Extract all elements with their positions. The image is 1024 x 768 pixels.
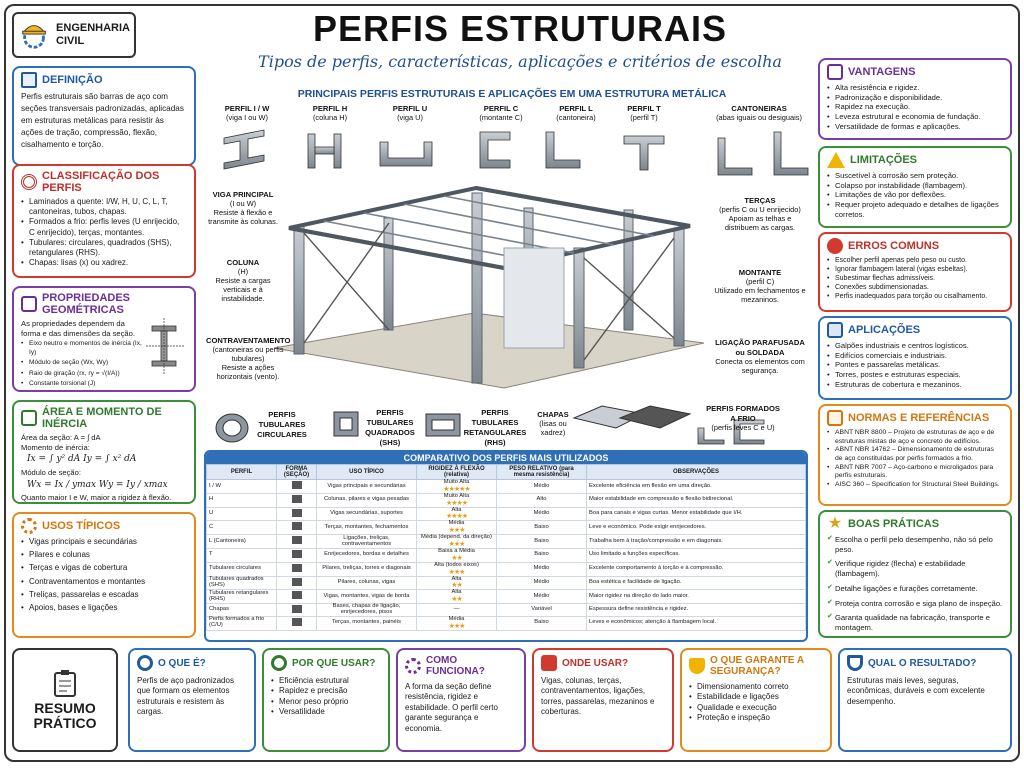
label-perfil-t: PERFIL T (perfil T) [627,104,661,122]
col-header: PESO RELATIVO (para mesma resistência) [497,465,587,480]
cell-forma [277,604,317,617]
boas-item: ✔ Garanta qualidade na fabricação, transporte e montagem. [827,613,1003,632]
rigidez-label: Média [448,520,465,527]
shield-icon [689,658,705,674]
cell-uso: Vigas secundárias, suportes [317,507,417,521]
cell-rig [417,548,497,562]
aplicacoes-title: APLICAÇÕES [848,324,921,336]
cell-obs: Maior rigidez na direção do lado maior. [587,590,806,604]
tubular-rect-icon [426,414,460,436]
label-montante: MONTANTE (perfil C) Utilizado em fechamentos e mezaninos. [714,268,806,304]
cell-perfil: Tubulares circulares [207,562,277,576]
rigidez-label: Baixa a Média [438,547,475,554]
gear-icon [405,658,421,674]
cell-uso: Terças, montantes, painéis [317,616,417,630]
cell-uso: Enrijecedores, bordas e detalhes [317,548,417,562]
q6-title: QUAL O RESULTADO? [868,657,977,669]
q5-item: • Dimensionamento correto [689,682,823,692]
propriedades-item: • Raio de giração (rx, ry = √(I/A)) [21,370,146,378]
cell-uso: Pilares, treliças, torres e diagonais [317,562,417,576]
cell-obs: Espessura define resistência e rigidez. [587,604,806,617]
propriedades-item: • Eixo neutro e momentos de inércia (Ix, Iy) [21,340,146,357]
definicao-title: DEFINIÇÃO [42,74,103,86]
resumo-pratico [12,648,118,752]
cell-rig [417,590,497,604]
cell-perfil: I / W [207,480,277,494]
area-inertia-label: Momento de inércia: [21,442,90,452]
cell-uso: Pilares, colunas, vigas [317,576,417,590]
warning-icon [827,152,845,168]
usos-item: • Terças e vigas de cobertura [21,563,187,573]
cantoneiras-icon [718,132,808,175]
rigidez-stars: ★★★ [448,540,465,548]
label-tubulares-retangulares: PERFIS TUBULARES RETANGULARES (RHS) [463,408,527,447]
cell-peso: Variável [497,604,587,617]
cell-rig [417,521,497,535]
limitacoes-item: • Requer projeto adequado e detalhes de ligações corretos. [827,200,1003,219]
cell-perfil: C [207,521,277,535]
cell-perfil: Tubulares retangulares (RHS) [207,590,277,604]
checkbox-icon [827,64,843,80]
error-x-icon [827,238,843,254]
document-icon [827,410,843,426]
table-row [207,590,806,604]
resumo-title2: PRÁTICO [33,715,97,731]
cell-rig [417,562,497,576]
q3-title: COMO FUNCIONA? [426,655,485,677]
erros-item: • Perfis inadequados para torção ou cisalhamento. [827,293,1003,302]
normas-item: • AISC 360 – Specification for Structural Steel Buildings. [827,481,1003,490]
section-shape-icon [292,495,302,503]
chapas-icon [574,406,690,428]
cell-obs: Uso limitado a funções específicas. [587,548,806,562]
label-tubulares-circulares: PERFIS TUBULARES CIRCULARES [257,410,307,439]
cell-obs: Leves e econômicos; atenção à flambagem local. [587,616,806,630]
structure-frame [274,188,704,388]
cell-rig [417,576,497,590]
boas-item: ✔ Verifique rigidez (flecha) e estabilidade (flambagem). [827,559,1003,578]
area-modulus-formula: Wx = Ix / ymax Wy = Iy / xmax [27,479,168,490]
cell-perfil: U [207,507,277,521]
q6-text: Estruturas mais leves, seguras, econômicas, duráveis e com excelente desempenho. [847,676,985,706]
usos-item: • Contraventamentos e montantes [21,577,187,587]
rigidez-stars: ★★★★ [445,513,468,521]
cell-forma [277,590,317,604]
table-title: COMPARATIVO DOS PERFIS MAIS UTILIZADOS [206,452,806,464]
classificacao-item: • Formados a frio: perfis leves (U enrijecido, C enrijecido), terças, montantes. [21,217,187,237]
q1-text: Perfis de aço padronizados que formam os elementos estruturais e resistem às cargas. [137,676,234,717]
cell-obs: Maior estabilidade em compressão e flexão bidirecional. [587,493,806,507]
section-shape-icon [292,605,302,613]
logo-line2: CIVIL [56,35,85,47]
cell-perfil: L (Cantoneira) [207,535,277,549]
normas-item: • ABNT NBR 7007 – Aço-carbono e microligados para perfis estruturais. [827,464,1003,481]
cell-rig [417,535,497,549]
rigidez-label: — [453,606,460,613]
limitacoes-title: LIMITAÇÕES [850,154,918,166]
q2-item: • Menor peso próprio [271,697,381,707]
section-shape-icon [292,578,302,586]
cell-uso: Ligações, treliças, contraventamentos [317,535,417,549]
resumo-title1: RESUMO [34,699,96,716]
limitacoes-item: • Limitações de vão por deflexões. [827,190,1003,200]
erros-item: • Conexões subdimensionadas. [827,284,1003,293]
tubular-square-icon [334,412,358,436]
profile-c-icon [480,132,510,168]
aplicacoes-item: • Galpões industriais e centros logísticos. [827,341,1003,351]
profile-i-icon [224,130,264,169]
comparison-table-panel [204,450,808,642]
definicao-panel [12,66,196,166]
cell-forma [277,480,317,494]
rigidez-stars: ★★★★★ [443,485,470,493]
cell-rig [417,616,497,630]
section-shape-icon [292,550,302,558]
rigidez-label: Muito Alta [443,492,470,499]
cell-peso: Médio [497,590,587,604]
rigidez-stars: ★★ [451,554,462,562]
erros-item: • Escolher perfil apenas pelo peso ou custo. [827,257,1003,266]
definicao-text: Perfis estruturais são barras de aço com seções transversais padronizadas, aplicadas em estruturas metálicas para resistir às ações de tração, compressão, flexão, cisalhamento e torção. [21,92,184,149]
table-row [207,493,806,507]
diagram-title: PRINCIPAIS PERFIS ESTRUTURAIS E APLICAÇÕES EM UMA ESTRUTURA METÁLICA [297,88,727,100]
usos-item: • Vigas principais e secundárias [21,537,187,547]
section-shape-icon [292,536,302,544]
section-shape-icon [292,522,302,530]
vantagens-item: • Versatilidade de formas e aplicações. [827,122,1003,132]
profile-h-icon [308,134,341,168]
col-header: FORMA (SEÇÃO) [277,465,317,480]
vantagens-item: • Leveza estrutural e economia de fundação. [827,112,1003,122]
cell-peso: Baixo [497,616,587,630]
magnifier-icon [137,655,153,671]
col-header: USO TÍPICO [317,465,417,480]
q-por-que-usar [262,648,390,752]
cell-uso: Vigas, montantes, vigas de borda [317,590,417,604]
cell-forma [277,535,317,549]
area-title: ÁREA E MOMENTO DE INÉRCIA [42,406,162,430]
normas-item: • ABNT NBR 8800 – Projeto de estruturas de aço e de estruturas mistas de aço e concreto de edifícios. [827,429,1003,446]
cell-peso: Baixo [497,548,587,562]
q-o-que-e [128,648,256,752]
limitacoes-panel [818,146,1012,228]
area-formula-a: Área da seção: A = ∫ dA [21,433,101,442]
book-icon [21,72,37,88]
cell-peso: Alto [497,493,587,507]
cell-forma [277,576,317,590]
propriedades-intro: As propriedades dependem da forma e das dimensões da seção. [21,319,135,338]
rigidez-stars: ★★★ [448,527,465,535]
cell-forma [277,616,317,630]
boas-item: ✔ Escolha o perfil pelo desempenho, não só pelo peso. [827,535,1003,554]
cell-rig [417,604,497,617]
clipboard-icon [53,669,77,697]
label-coluna: COLUNA (H) Resiste a cargas verticais e à instabilidade. [215,258,271,303]
cell-forma [277,521,317,535]
table-row [207,480,806,494]
cell-forma [277,562,317,576]
cell-uso: Vigas principais e secundárias [317,480,417,494]
label-tubulares-quadrados: PERFIS TUBULARES QUADRADOS (SHS) [365,408,415,447]
limitacoes-item: • Suscetível à corrosão sem proteção. [827,171,1003,181]
cell-rig [417,507,497,521]
q-como-funciona [396,648,526,752]
cell-obs: Boa para canais e vigas curtas. Menor estabilidade que I/H. [587,507,806,521]
cell-peso: Médio [497,480,587,494]
label-chapas: CHAPAS (lisas ou xadrez) [537,410,569,437]
cell-perfil: Tubulares quadrados (SHS) [207,576,277,590]
q1-title: O QUE É? [158,657,206,669]
profile-t-icon [624,136,664,170]
cell-peso: Médio [497,562,587,576]
label-formados-frio: PERFIS FORMADOS A FRIO (perfis leves C e U) [706,404,780,432]
cell-uso: Bases, chapas de ligação, enrijecedores, pisos [317,604,417,617]
usos-title: USOS TÍPICOS [42,520,121,532]
cell-uso: Terças, montantes, fechamentos [317,521,417,535]
propriedades-panel [12,286,196,392]
q3-text: A forma da seção define resistência, rigidez e estabilidade. O perfil certo garante segurança e economia. [405,682,498,733]
section-shape-icon [292,618,302,626]
area-inertia-formula: Ix = ∫ y² dA Iy = ∫ x² dA [27,454,137,465]
aplicacoes-item: • Pontes e passarelas metálicas. [827,360,1003,370]
q2-item: • Eficiência estrutural [271,676,381,686]
cell-peso: Médio [497,576,587,590]
page-title: PERFIS ESTRUTURAIS [312,8,728,49]
building-icon [827,322,843,338]
logo-line1: ENGENHARIA [56,21,130,34]
classificacao-title: CLASSIFICAÇÃO DOS PERFIS [42,170,160,194]
tubular-circular-icon [216,414,248,442]
rigidez-label: Alta [451,589,462,596]
cell-obs: Trabalha bem à tração/compressão e em diagonais. [587,535,806,549]
cell-perfil: Perfis formados a frio (C/U) [207,616,277,630]
cell-obs: Excelente comportamento à torção e à compressão. [587,562,806,576]
col-header: RIGIDEZ À FLEXÃO (relativa) [417,465,497,480]
i-section-axes-icon [144,316,186,378]
table-row [207,535,806,549]
normas-title: NORMAS E REFERÊNCIAS [848,412,990,424]
erros-panel [818,232,1012,312]
comparison-table [206,464,806,631]
trophy-icon [847,655,863,671]
table-row [207,616,806,630]
label-perfil-u: PERFIL U (viga U) [392,104,428,122]
cell-forma [277,548,317,562]
check-circle-icon [271,655,287,671]
rigidez-stars: ★★ [451,596,462,604]
boas-panel [818,510,1012,638]
boas-title: BOAS PRÁTICAS [848,518,940,530]
label-perfil-i: PERFIL I / W (viga I ou W) [224,104,270,122]
classificacao-item: • Chapas: lisas (x) ou xadrez. [21,258,187,268]
rigidez-stars: ★★★ [448,568,465,576]
page-subtitle: Tipos de perfis, características, aplicações e critérios de escolha [258,52,782,71]
cell-obs: Excelente eficiência em flexão em uma direção. [587,480,806,494]
classificacao-item: • Tubulares: circulares, quadrados (SHS), retangulares (RHS). [21,238,187,258]
cell-perfil: T [207,548,277,562]
boas-item: ✔ Proteja contra corrosão e siga plano de inspeção. [827,599,1003,609]
aplicacoes-item: • Torres, postes e estruturas especiais. [827,370,1003,380]
propriedades-item: • Módulo de seção (Wx, Wy) [21,359,146,367]
logo [12,12,136,58]
q5-item: • Estabilidade e ligações [689,692,823,702]
normas-item: • ABNT NBR 14762 – Dimensionamento de estruturas de aço constituídas por perfis formados a frio. [827,446,1003,463]
rigidez-label: Média (depend. da direção) [421,534,492,541]
q5-title: O QUE GARANTE A SEGURANÇA? [710,655,804,677]
q2-title: POR QUE USAR? [292,657,376,669]
cell-peso: Baixo [497,521,587,535]
gear-icon [21,518,37,534]
rigidez-label: Alta [451,506,462,513]
erros-item: • Ignorar flambagem lateral (vigas esbeltas). [827,266,1003,275]
q-onde-usar [532,648,674,752]
cell-obs: Leve e econômico. Pode exigir enrijecedores. [587,521,806,535]
q-resultado [838,648,1012,752]
label-perfil-l: PERFIL L (cantoneira) [556,104,596,122]
section-shape-icon [292,591,302,599]
cell-forma [277,507,317,521]
rigidez-stars: ★★ [451,582,462,590]
cell-peso: Baixo [497,535,587,549]
section-shape-icon [292,481,302,489]
profile-l-icon [546,132,580,168]
section-shape-icon [292,564,302,572]
rigidez-stars: ★★★ [448,622,465,630]
q2-item: • Versatilidade [271,707,381,717]
rigidez-label: Alta (todos eixos) [434,561,479,568]
rigidez-label: Muito Alta [443,479,470,485]
vantagens-title: VANTAGENS [848,66,916,78]
cell-rig [417,493,497,507]
area-note: Quanto maior I e W, maior a rigidez à flexão. [21,493,172,503]
q2-item: • Rapidez e precisão [271,686,381,696]
cell-perfil: H [207,493,277,507]
col-header: OBSERVAÇÕES [587,465,806,480]
rigidez-label: Alta [451,575,462,582]
label-contraventamento: CONTRAVENTAMENTO (cantoneiras ou perfis tubulares) Resiste a ações horizontais (vento). [206,336,291,381]
table-row [207,562,806,576]
erros-title: ERROS COMUNS [848,240,940,252]
vantagens-item: • Alta resistência e rigidez. [827,83,1003,93]
section-shape-icon [292,509,302,517]
cell-perfil: Chapas [207,604,277,617]
star-icon: ★ [827,515,843,532]
q5-item: • Proteção e inspeção [689,713,823,723]
cell-rig [417,480,497,494]
label-perfil-c: PERFIL C (montante C) [479,104,523,122]
propriedades-item: • Constante torsional (J) [21,380,146,388]
building-icon [541,655,557,671]
area-modulus-label: Módulo de seção: [21,467,81,477]
rigidez-stars: ★★★★ [445,499,468,507]
cell-uso: Colunas, pilares e vigas pesadas [317,493,417,507]
cell-forma [277,493,317,507]
col-header: PERFIL [207,465,277,480]
cell-obs: Boa estética e facilidade de ligação. [587,576,806,590]
label-viga-principal: VIGA PRINCIPAL (I ou W) Resiste à flexão e transmite às colunas. [208,190,278,226]
usos-item: • Pilares e colunas [21,550,187,560]
table-row [207,521,806,535]
classificacao-item: • Laminados a quente: I/W, H, U, C, L, T, cantoneiras, tubos, chapas. [21,197,187,217]
propriedades-title: PROPRIEDADES GEOMÉTRICAS [42,292,131,316]
classificacao-panel [12,164,196,278]
table-row [207,604,806,617]
vantagens-item: • Rapidez na execução. [827,102,1003,112]
usos-item: • Treliças, passarelas e escadas [21,590,187,600]
aplicacoes-panel [818,316,1012,400]
label-tercas: TERÇAS (perfis C ou U enrijecido) Apoiam as telhas e distribuem as cargas. [719,196,801,232]
ruler-icon [21,410,37,426]
rigidez-label: Média [448,615,465,622]
table-row [207,576,806,590]
beam-section-icon [21,296,37,312]
engineer-helmet-icon [18,18,50,52]
vantagens-panel [818,58,1012,140]
aplicacoes-item: • Estruturas de cobertura e mezaninos. [827,380,1003,390]
table-row [207,548,806,562]
label-ligacao: LIGAÇÃO PARAFUSADA ou SOLDADA Conecta os elementos com segurança. [715,338,805,375]
cell-peso: Médio [497,507,587,521]
q4-text: Vigas, colunas, terças, contraventamentos, ligações, torres, passarelas, mezaninos e coberturas. [541,676,655,717]
normas-panel [818,404,1012,506]
usos-item: • Apoios, bases e ligações [21,603,187,613]
profile-u-icon [380,142,432,166]
area-panel [12,400,196,504]
label-cantoneiras: CANTONEIRAS (abas iguais ou desiguais) [716,104,802,122]
usos-panel [12,512,196,638]
vantagens-item: • Padronização e disponibilidade. [827,93,1003,103]
table-row [207,507,806,521]
erros-item: • Subestimar flechas admissíveis. [827,275,1003,284]
limitacoes-item: • Colapso por instabilidade (flambagem). [827,181,1003,191]
q-seguranca [680,648,832,752]
label-perfil-h: PERFIL H (coluna H) [312,104,348,122]
aplicacoes-item: • Edifícios comerciais e industriais. [827,351,1003,361]
target-icon [21,174,37,190]
boas-item: ✔ Detalhe ligações e furações corretamente. [827,584,1003,594]
q4-title: ONDE USAR? [562,657,629,669]
q5-item: • Qualidade e execução [689,703,823,713]
